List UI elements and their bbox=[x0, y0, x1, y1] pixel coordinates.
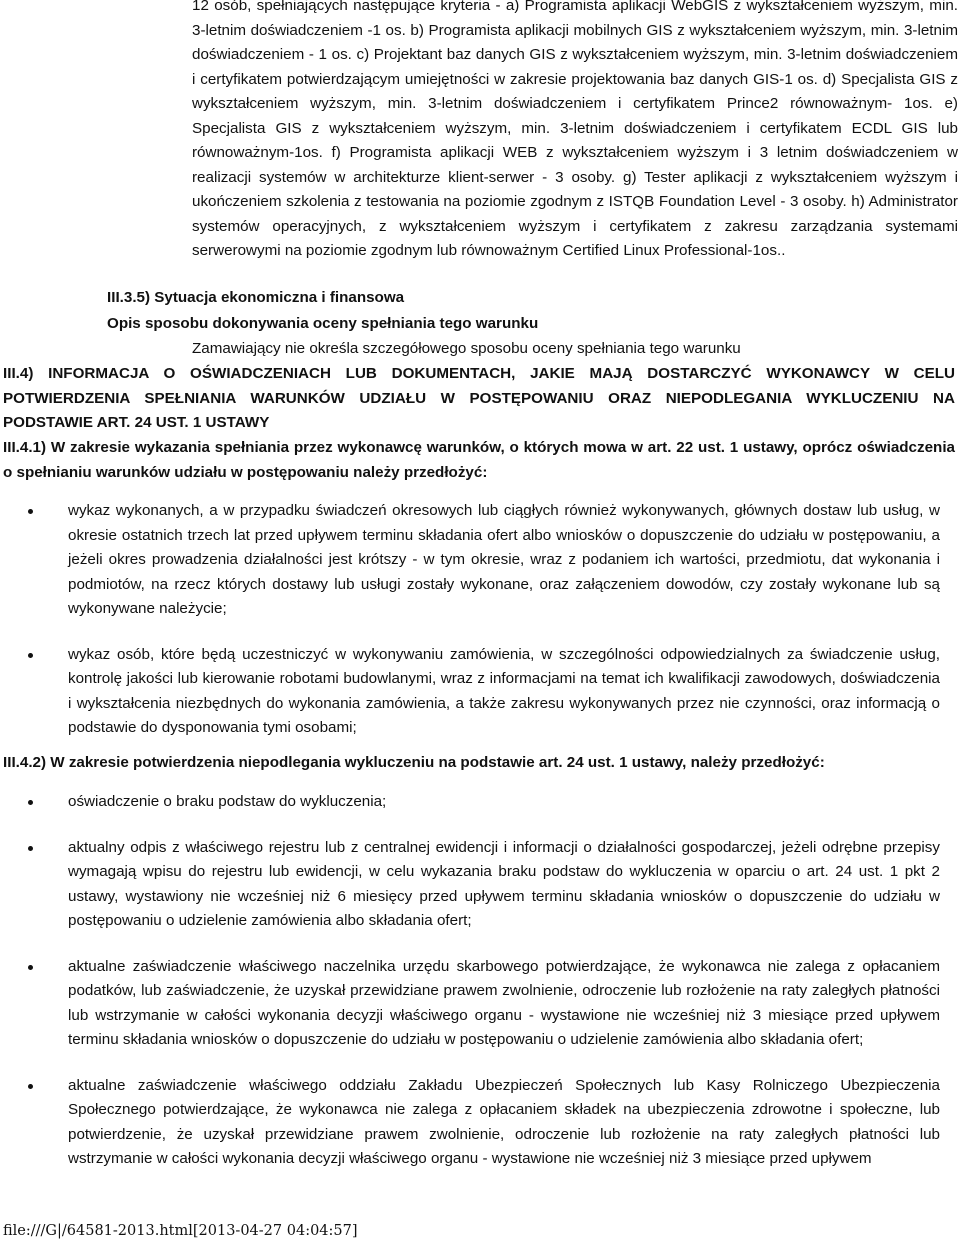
section-heading-economic: III.3.5) Sytuacja ekonomiczna i finansowa bbox=[107, 289, 405, 306]
list-item: oświadczenie o braku podstaw do wykluczenia; bbox=[20, 790, 940, 815]
list-item: aktualny odpis z właściwego rejestru lub z centralnej ewidencji i informacji o działalności gospodarczej, jeżeli odrębne przepisy wymagają wpisu do rejestru lub ewidencji, w celu wykazania braku podstaw do wykluczenia w oparciu o art. 24 ust. 1 pkt 2 ustawy, wystawiony nie wcześniej niż 6 miesięcy przed upływem terminu składania wniosków o dopuszczenie do udziału w postępowaniu o udzielenie zamówienia albo składania ofert; bbox=[20, 836, 940, 934]
list-item: wykaz wykonanych, a w przypadku świadczeń okresowych lub ciągłych również wykonywanych, głównych dostaw lub usług, w okresie ostatnich trzech lat przed upływem terminu składania ofert albo wniosków o dopuszczenie do udziału w postępowaniu, a jeżeli okres prowadzenia działalności jest krótszy - w tym okresie, wraz z podaniem ich wartości, przedmiotu, dat wykonania i podmiotów, na rzecz których dostawy lub usługi zostały wykonane, oraz załączeniem dowodów, czy zostały wykonane lub są wykonywane należycie; bbox=[20, 499, 940, 622]
intro-paragraph: 12 osób, spełniających następujące kryteria - a) Programista aplikacji WebGIS z wykształceniem wyższym, min. 3-letnim doświadczeniem -1 os. b) Programista aplikacji mobilnych GIS z wykształceniem wyższym, min. 3-letnim doświadczeniem - 1 os. c) Projektant baz danych GIS z wykształceniem wyższym, min. 3-letnim doświadczeniem i certyfikatem potwierdzającym umiejętności w zakresie projektowania baz danych GIS-1 os. d) Specjalista GIS z wykształceniem wyższym, min. 3-letnim doświadczeniem i certyfikatem Prince2 równoważnym- 1os. e) Specjalista GIS z wykształceniem wyższym, min. 3-letnim doświadczeniem i certyfikatem ECDL GIS lub równoważnym-1os. f) Programista aplikacji WEB z wykształceniem wyższym i 3 letnim doświadczeniem w realizacji systemów w architekturze klient-serwer - 3 osoby. g) Tester aplikacji z wykształceniem wyższym i ukończeniem szkolenia z testowania na poziomie zgodnym z ISTQB Foundation Level - 3 osoby. h) Administrator systemów operacyjnych, z wykształceniem wyższym i certyfikatem z zakresu zarządzania systemami serwerowymi na poziomie zgodnym lub równoważnym Certified Linux Professional-1os.. bbox=[192, 0, 958, 259]
file-path-footer: file:///G|/64581-2013.html[2013-04-27 04:04:57] bbox=[3, 1223, 358, 1239]
section-heading-statements: III.4) INFORMACJA O OŚWIADCZENIACH LUB DOKUMENTACH, JAKIE MAJĄ DOSTARCZYĆ WYKONAWCY W CELU POTWIERDZENIA SPEŁNIANIA WARUNKÓW UDZIAŁU W POSTĘPOWANIU ORAZ NIEPODLEGANIA WYKLUCZENIU NA PODSTAWIE ART. 24 UST. 1 USTAWY bbox=[3, 365, 955, 431]
conditions-list bbox=[20, 499, 940, 741]
assessment-method-text: Zamawiający nie określa szczegółowego sposobu oceny spełniania tego warunku bbox=[192, 340, 741, 357]
list-item: aktualne zaświadczenie właściwego naczelnika urzędu skarbowego potwierdzające, że wykonawca nie zalega z opłacaniem podatków, lub zaświadczenie, że uzyskał przewidziane prawem zwolnienie, odroczenie lub rozłożenie na raty zaległych płatności lub wstrzymanie w całości wykonania decyzji właściwego organu - wystawione nie wcześniej niż 3 miesiące przed upływem terminu składania wniosków o dopuszczenie do udziału w postępowaniu o udzielenie zamówienia albo składania ofert; bbox=[20, 955, 940, 1053]
section-heading-conditions: III.4.1) W zakresie wykazania spełniania przez wykonawcę warunków, o których mowa w art. 22 ust. 1 ustawy, oprócz oświadczenia o spełnianiu warunków udziału w postępowaniu należy przedłożyć: bbox=[3, 439, 955, 481]
assessment-method-heading: Opis sposobu dokonywania oceny spełniania tego warunku bbox=[107, 315, 539, 332]
exclusion-list bbox=[20, 790, 940, 1172]
section-heading-exclusion: III.4.2) W zakresie potwierdzenia niepodlegania wykluczeniu na podstawie art. 24 ust. 1 ustawy, należy przedłożyć: bbox=[3, 754, 825, 771]
list-item: wykaz osób, które będą uczestniczyć w wykonywaniu zamówienia, w szczególności odpowiedzialnych za świadczenie usług, kontrolę jakości lub kierowanie robotami budowlanymi, wraz z informacjami na temat ich kwalifikacji zawodowych, doświadczenia i wykształcenia niezbędnych do wykonania zamówienia, a także zakresu wykonywanych przez nie czynności, oraz informacją o podstawie do dysponowania tymi osobami; bbox=[20, 643, 940, 741]
list-item: aktualne zaświadczenie właściwego oddziału Zakładu Ubezpieczeń Społecznych lub Kasy Rolniczego Ubezpieczenia Społecznego potwierdzające, że wykonawca nie zalega z opłacaniem składek na ubezpieczenia zdrowotne i społeczne, lub potwierdzenie, że uzyskał przewidziane prawem zwolnienie, odroczenie lub rozłożenie na raty zaległych płatności lub wstrzymanie w całości wykonania decyzji właściwego organu - wystawione nie wcześniej niż 3 miesiące przed upływem bbox=[20, 1074, 940, 1172]
